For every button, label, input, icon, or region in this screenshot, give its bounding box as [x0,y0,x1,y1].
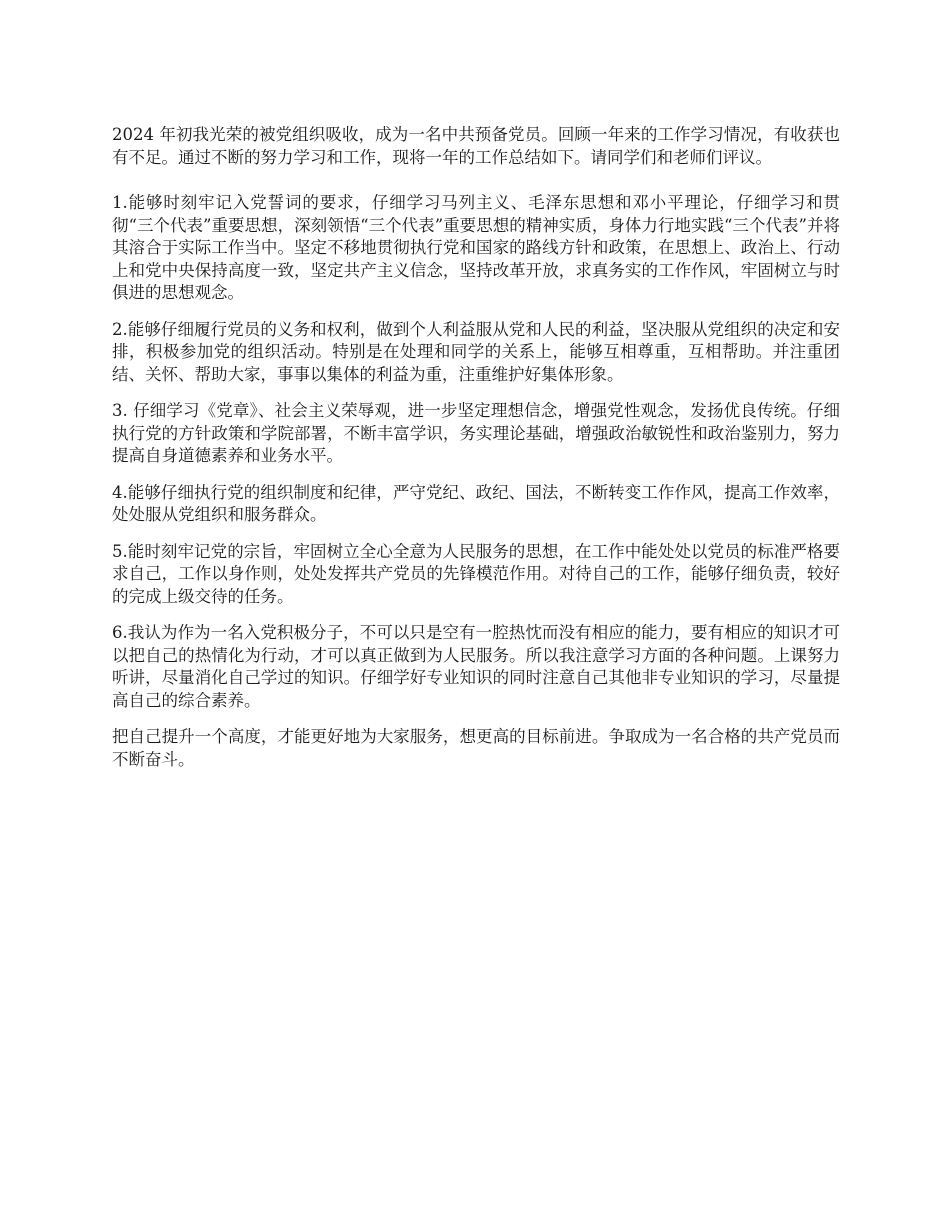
paragraph-item-5: 5.能时刻牢记党的宗旨，牢固树立全心全意为人民服务的思想，在工作中能处处以党员的标准严格要求自己，工作以身作则，处处发挥共产党员的先锋模范作用。对待自己的工作，能够仔细负责，较好的完成上级交待的任务。 [112,541,840,606]
intro-paragraph: 2024 年初我光荣的被党组织吸收，成为一名中共预备党员。回顾一年来的工作学习情况，有收获也有不足。通过不断的努力学习和工作，现将一年的工作总结如下。请同学们和老师们评议。 [112,125,840,167]
paragraph-item-4: 4.能够仔细执行党的组织制度和纪律，严守党纪、政纪、国法，不断转变工作作风，提高工作效率，处处服从党组织和服务群众。 [112,482,840,524]
paragraph-item-2: 2.能够仔细履行党员的义务和权利，做到个人利益服从党和人民的利益，坚决服从党组织的决定和安排，积极参加党的组织活动。特别是在处理和同学的关系上，能够互相尊重，互相帮助。并注重团结、关怀、帮助大家，事事以集体的利益为重，注重维护好集体形象。 [112,319,840,384]
document-body [112,124,840,785]
paragraph-item-1: 1.能够时刻牢记入党誓词的要求，仔细学习马列主义、毛泽东思想和邓小平理论，仔细学习和贯彻“三个代表”重要思想，深刻领悟“三个代表”重要思想的精神实质，身体力行地实践“三个代表”并将其溶合于实际工作当中。坚定不移地贯彻执行党和国家的路线方针和政策，在思想上、政治上、行动上和党中央保持高度一致，坚定共产主义信念，坚持改革开放，求真务实的工作作风，牢固树立与时俱进的思想观念。 [112,193,840,302]
closing-paragraph: 把自己提升一个高度，才能更好地为大家服务，想更高的目标前进。争取成为一名合格的共产党员而不断奋斗。 [112,727,840,769]
paragraph-item-3: 3. 仔细学习《党章》、社会主义荣辱观，进一步坚定理想信念，增强党性观念，发扬优良传统。仔细执行党的方针政策和学院部署，不断丰富学识，务实理论基础，增强政治敏锐性和政治鉴别力，努力提高自身道德素养和业务水平。 [112,401,840,465]
paragraph-item-6: 6.我认为作为一名入党积极分子，不可以只是空有一腔热忱而没有相应的能力，要有相应的知识才可以把自己的热情化为行动，才可以真正做到为人民服务。所以我注意学习方面的各种问题。上课努力听讲，尽量消化自己学过的知识。仔细学好专业知识的同时注意自己其他非专业知识的学习，尽量提高自己的综合素养。 [112,623,840,710]
